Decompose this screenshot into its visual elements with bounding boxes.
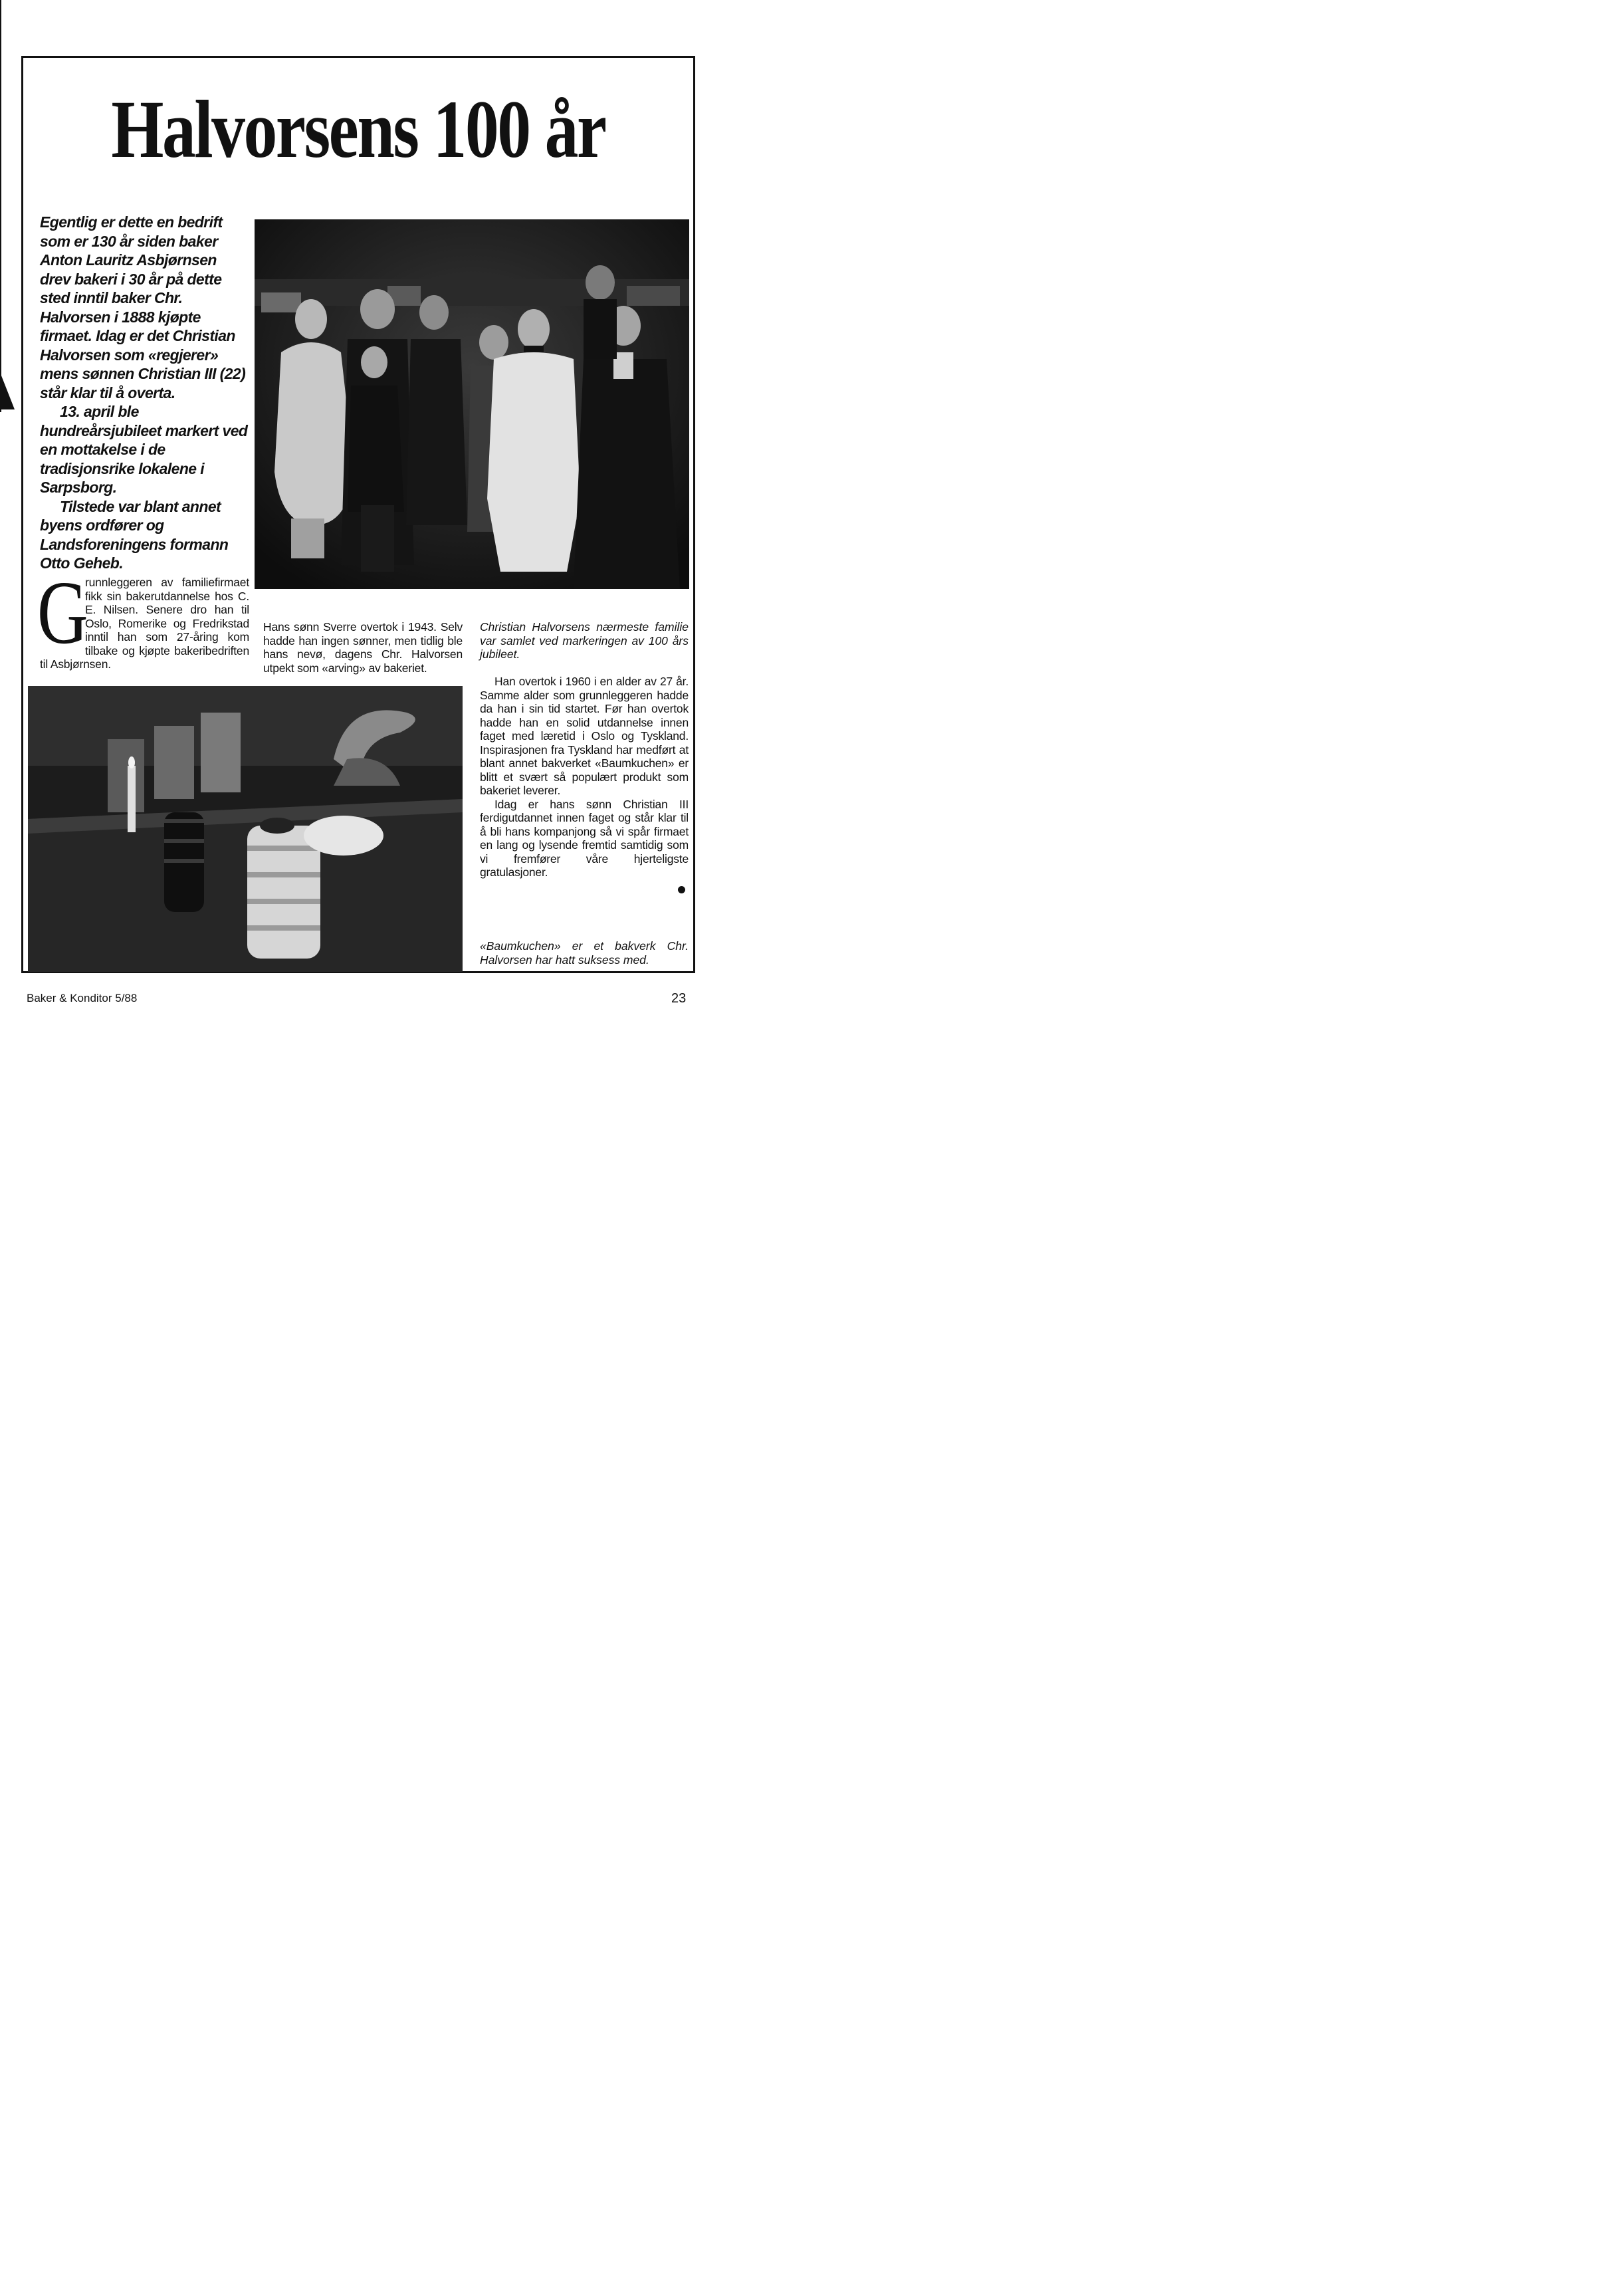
column-3-paragraph-1: Han overtok i 1960 i en alder av 27 år. Samme alder som grunnleggeren hadde da han i sin tid startet. Før han overtok hadde han en solid utdannelse innen faget med læretid i Oslo og Tyskland. Inspirasjonen fra Tyskland har medført at blant annet bakverket «Baumkuchen» er blitt et svært så populært produkt som bakeriet leverer. bbox=[480, 675, 689, 797]
lead-text-3: Tilstede var blant annet byens ordfører og Landsforeningens formann Otto Geheb. bbox=[40, 497, 229, 572]
column-2-text: Hans sønn Sverre overtok i 1943. Selv hadde han ingen sønner, men tidlig ble hans nevø, dagens Chr. Halvorsen utpekt som «arving» av bakeriet. bbox=[263, 620, 463, 675]
lead-paragraph bbox=[40, 213, 249, 573]
family-group-photo bbox=[255, 219, 689, 589]
page-number: 23 bbox=[671, 991, 687, 1006]
drop-cap: G bbox=[37, 563, 88, 663]
column-3-paragraph-2: Idag er hans sønn Christian III ferdigutdannet innen faget og står klar til å bli hans kompanjong så vi spår firmaet en lang og lysende fremtid samtidig som vi fremfører våre hjerteligste gratulasjoner. bbox=[480, 797, 689, 879]
baumkuchen-cake-photo bbox=[28, 686, 463, 972]
page-edge-mark bbox=[0, 372, 15, 409]
caption-family-photo: Christian Halvorsens nærmeste familie var samlet ved markeringen av 100 års jubileet. bbox=[480, 620, 689, 661]
caption-cake-photo: «Baumkuchen» er et bakverk Chr. Halvorsen har hatt suksess med. bbox=[480, 939, 689, 967]
column-3-text bbox=[480, 675, 689, 879]
family-photo-illustration bbox=[255, 219, 689, 589]
end-bullet bbox=[678, 886, 685, 893]
lead-text-1: Egentlig er dette en bedrift som er 130 år siden baker Anton Lauritz Asbjørnsen drev bakeri i 30 år på dette sted inntil baker Chr. Halvorsen i 1888 kjøpte firmaet. Idag er det Christian Halvorsen som «regjerer» mens sønnen Christian III (22) står klar til å overta. bbox=[40, 213, 246, 402]
lead-text-2: 13. april ble hundreårsjubileet markert ved en mottakelse i de tradisjonsrike lokalene i Sarpsborg. bbox=[40, 403, 248, 496]
publication-footer: Baker & Konditor 5/88 bbox=[27, 992, 138, 1004]
column-1-text bbox=[37, 563, 249, 671]
column-1-body: runnleggeren av familiefirmaet fikk sin bakerutdannelse hos C. E. Nilsen. Senere dro han til Oslo, Romerike og Fredrikstad inntil han som 27-åring kom tilbake og kjøpte bakeribedriften til Asbjørnsen. bbox=[40, 576, 249, 671]
cake-photo-illustration bbox=[28, 686, 463, 972]
article-title: Halvorsens 100 år bbox=[111, 84, 605, 175]
page-edge-line bbox=[0, 0, 1, 412]
